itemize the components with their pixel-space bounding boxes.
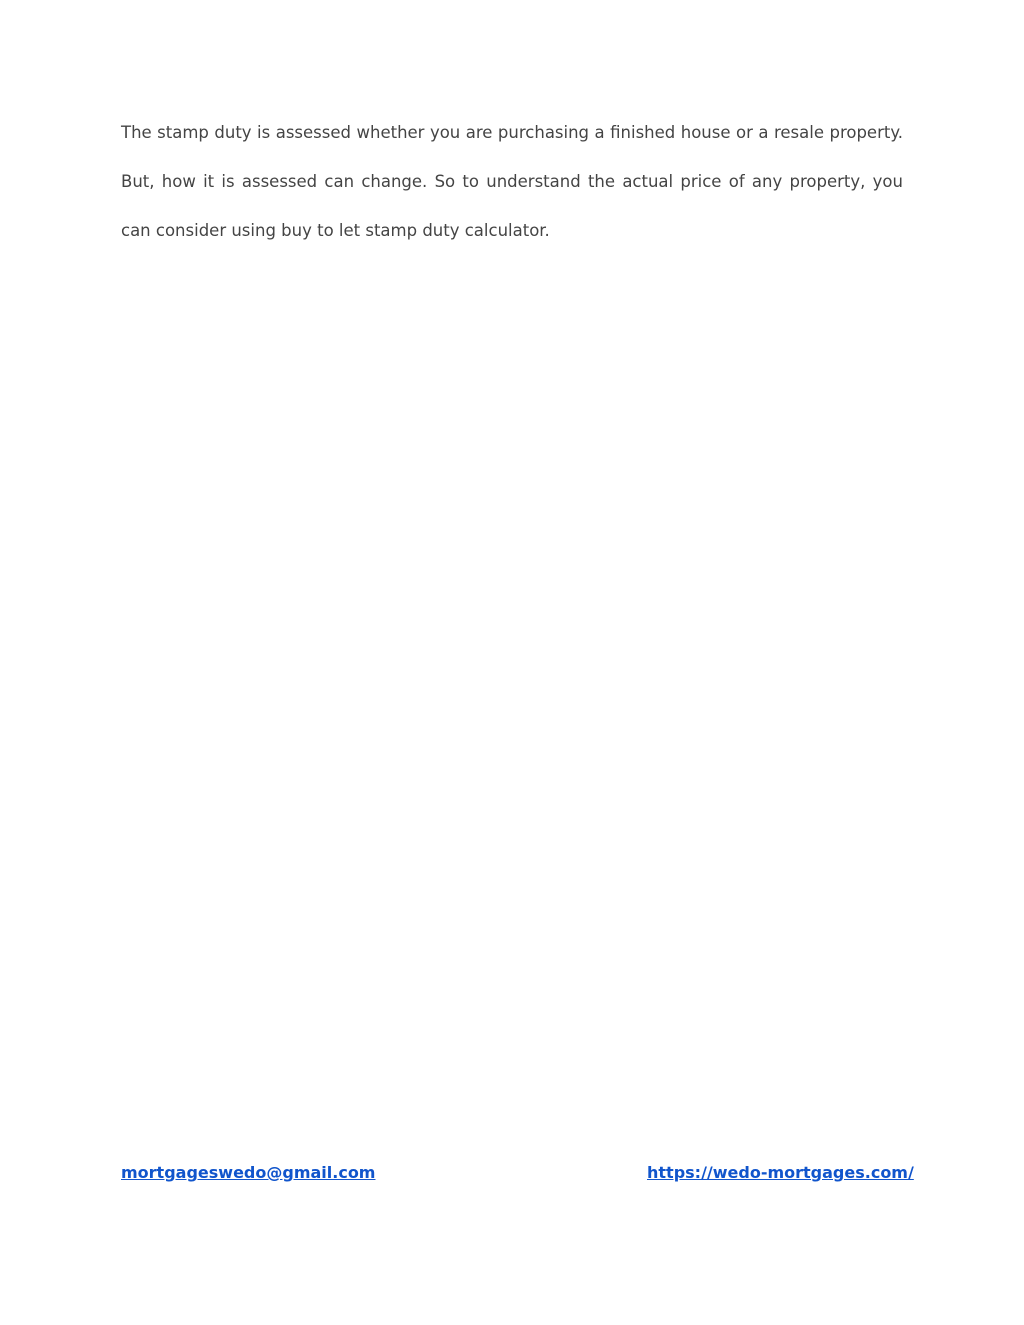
email-link[interactable]: mortgageswedo@gmail.com — [121, 1163, 376, 1182]
website-link[interactable]: https://wedo-mortgages.com/ — [647, 1163, 914, 1182]
page-footer — [0, 1163, 1024, 1193]
body-paragraph: The stamp duty is assessed whether you are purchasing a finished house or a resale property. But, how it is assessed can change. So to understand the actual price of any property, you can consider using buy to let stamp duty calculator. — [121, 123, 903, 240]
